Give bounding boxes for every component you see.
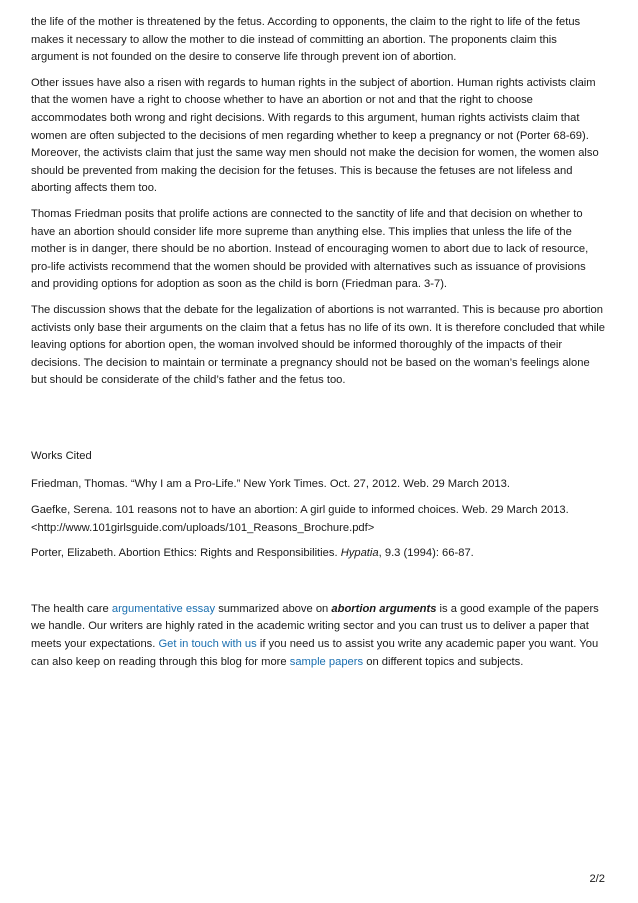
section-spacer (31, 571, 607, 601)
citation-friedman: Friedman, Thomas. “Why I am a Pro-Life.” New York Times. Oct. 27, 2012. Web. 29 March 2013. (31, 478, 510, 491)
body-paragraph-1: the life of the mother is threatened by the fetus. According to opponents, the claim to the right to life of the fetus makes it necessary to allow the mother to die instead of committing an abortion. The proponents claim this argument is not founded on the desire to conserve life through prevent ion of abortion. (31, 16, 581, 64)
sample-papers-link[interactable]: sample papers (289, 655, 364, 668)
promo-text-2: summarized above on (215, 602, 332, 615)
promo-text-4: if you need us to assist you write any academic paper you want. You can also keep on reading through this blog for more (31, 638, 599, 668)
citation-porter (31, 545, 607, 563)
page-number: 2/2 (589, 873, 605, 885)
promo-text-3: is a good example of the papers we handle. Our writers are highly rated in the academic writing sector and you can trust us to deliver a paper that meets your expectations. (31, 602, 599, 651)
citation-porter-author-title: Porter, Elizabeth. Abortion Ethics: Rights and Responsibilities. (31, 547, 341, 560)
promo-text-5: on different topics and subjects. (363, 655, 524, 668)
citation-porter-details: , 9.3 (1994): 66-87. (378, 547, 474, 560)
promo-text-1: The health care (31, 602, 112, 615)
body-paragraph-4: The discussion shows that the debate for the legalization of abortions is not warranted. This is because pro abortion activists only base their arguments on the claim that a fetus has no life of its own. It is therefore concluded that while leaving options for abortion open, the woman involved should be informed thoroughly of the impacts of their decisions. The decision to maintain or terminate a pregnancy should not be based on the woman’s feelings alone but should be considerate of the child’s father and the fetus too. (31, 303, 605, 387)
section-spacer (31, 398, 607, 448)
get-in-touch-link[interactable]: Get in touch with us (158, 638, 257, 651)
citation-gaefke-url: <http://www.101girlsguide.com/uploads/101_Reasons_Brochure.pdf> (31, 521, 375, 534)
abortion-arguments-emphasis: abortion arguments (331, 602, 437, 615)
citation-gaefke (31, 502, 607, 537)
body-paragraph-3: Thomas Friedman posits that prolife actions are connected to the sanctity of life and that decision on whether to have an abortion should consider life more supreme than anything else. This implies that unless the life of the mother is in danger, there should be no abortion. Instead of encouraging women to abort due to lack of resource, pro-life activists recommend that the women should be provided with alternatives such as issuance of provisions and providing options for adoption as soon as the child is born (Friedman para. 3-7). (31, 207, 589, 291)
works-cited-title: Works Cited (31, 449, 92, 462)
citation-gaefke-line-1: Gaefke, Serena. 101 reasons not to have an abortion: A girl guide to informed choices. Web. 29 March 2013. (31, 504, 569, 517)
argumentative-essay-link[interactable]: argumentative essay (111, 602, 216, 615)
promo-paragraph (31, 601, 607, 671)
citation-porter-journal: Hypatia (340, 547, 379, 560)
works-cited-section (31, 448, 607, 563)
body-paragraph-2: Other issues have also a risen with regards to human rights in the subject of abortion. Human rights activists claim that the women have a right to choose whether to have an abortion or not and that the right to choose accommodates both wrong and right decisions. With regards to this argument, human rights activists claim that women are often subjected to the decisions of men regarding whether to keep a pregnancy or not (Porter 68-69). Moreover, the activists claim that just the same way men should not make the decision for women, the women also should be prevented from making the decision for the fetuses. This is because the fetuses are not lifeless and aborting affects them too. (31, 76, 599, 195)
document-page (31, 14, 607, 679)
